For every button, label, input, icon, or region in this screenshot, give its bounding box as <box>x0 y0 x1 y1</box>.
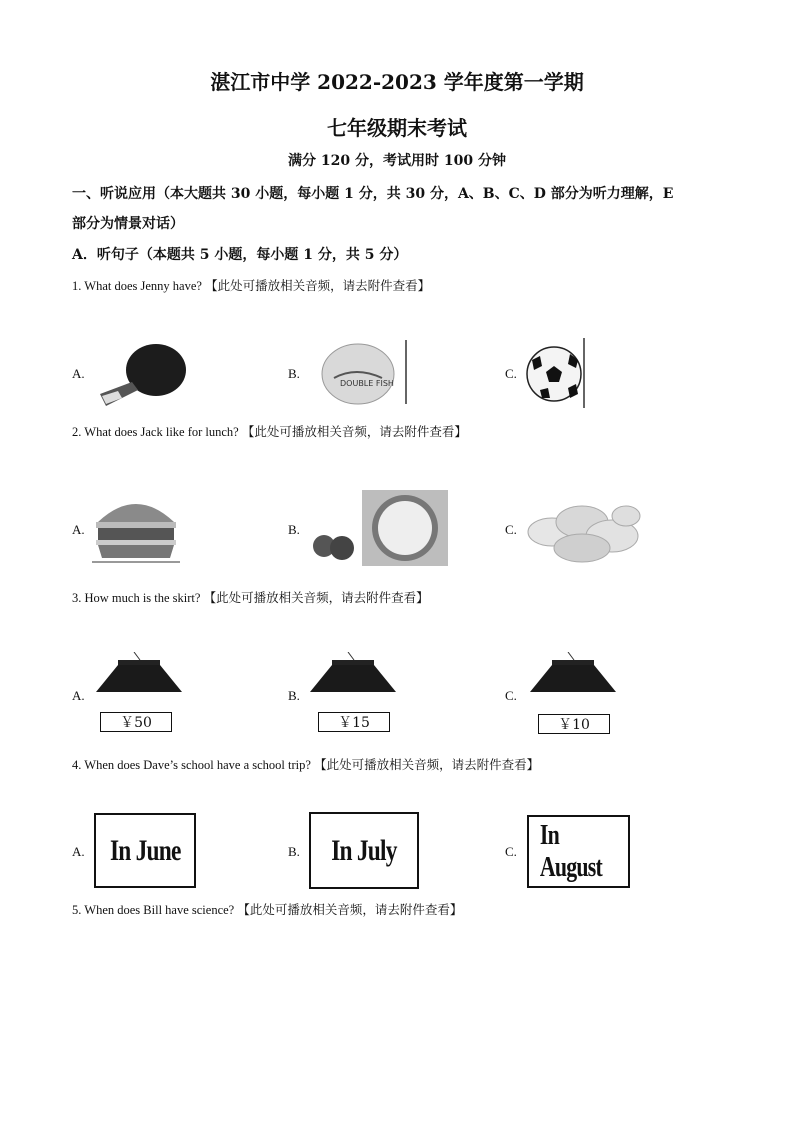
question-4-text: 4. When does Dave’s school have a school trip? <box>72 758 311 772</box>
potato-chips-icon <box>522 492 642 568</box>
question-1-text: 1. What does Jenny have? <box>72 279 202 293</box>
option-b-label: B. <box>288 844 300 859</box>
option-b-label: B. <box>288 522 300 537</box>
option-a-label: A. <box>72 688 85 703</box>
hamburger-icon <box>92 492 180 564</box>
option-c-label: C. <box>505 366 517 381</box>
question-4 <box>72 755 539 773</box>
section-heading-line2: 部分为情景对话） <box>72 216 184 232</box>
question-1 <box>72 276 430 294</box>
part-a-heading: A．听句子（本题共 5 小题，每小题 1 分，共 5 分） <box>72 247 408 263</box>
skirt-icon <box>528 652 618 696</box>
tomatoes-and-rice-icon <box>312 490 450 568</box>
exam-subtitle: 七年级期末考试 <box>327 116 467 140</box>
option-b-label: B. <box>288 366 300 381</box>
audio-note: 【此处可播放相关音频，请去附件查看】 <box>314 757 540 772</box>
soccer-ball-icon <box>526 336 588 410</box>
exam-title: 湛江市中学 2022-2023 学年度第一学期 <box>210 70 584 94</box>
option-a-label: A. <box>72 522 85 537</box>
svg-text:DOUBLE FISH: DOUBLE FISH <box>340 379 394 388</box>
question-3 <box>72 588 429 606</box>
audio-note: 【此处可播放相关音频，请去附件查看】 <box>203 590 429 605</box>
option-a-label: A. <box>72 366 85 381</box>
price-tag: ￥15 <box>318 712 390 732</box>
price-tag: ￥10 <box>538 714 610 734</box>
audio-note: 【此处可播放相关音频，请去附件查看】 <box>205 278 431 293</box>
volleyball-icon <box>316 338 411 408</box>
month-card <box>309 812 419 889</box>
option-c-label: C. <box>505 688 517 703</box>
audio-note: 【此处可播放相关音频，请去附件查看】 <box>237 902 463 917</box>
month-text: In July <box>331 833 397 867</box>
question-5-text: 5. When does Bill have science? <box>72 903 235 917</box>
ping-pong-paddle-icon <box>92 340 192 408</box>
option-c-label: C. <box>505 522 517 537</box>
option-a-label: A. <box>72 844 85 859</box>
question-3-text: 3. How much is the skirt? <box>72 591 201 605</box>
section-heading-line1: 一、听说应用（本大题共 30 小题，每小题 1 分，共 30 分，A、B、C、D 部分为听力理解，E <box>72 186 674 202</box>
skirt-icon <box>94 652 184 696</box>
question-2-text: 2. What does Jack like for lunch? <box>72 425 239 439</box>
month-card <box>94 813 196 888</box>
option-c-label: C. <box>505 844 517 859</box>
option-b-label: B. <box>288 688 300 703</box>
skirt-icon <box>308 652 398 696</box>
month-text: In August <box>539 819 602 883</box>
month-text: In June <box>109 833 181 867</box>
month-card <box>527 815 630 888</box>
question-5 <box>72 900 462 918</box>
question-2 <box>72 422 467 440</box>
score-info: 满分 120 分，考试用时 100 分钟 <box>288 153 506 169</box>
price-tag: ￥50 <box>100 712 172 732</box>
audio-note: 【此处可播放相关音频，请去附件查看】 <box>241 424 467 439</box>
